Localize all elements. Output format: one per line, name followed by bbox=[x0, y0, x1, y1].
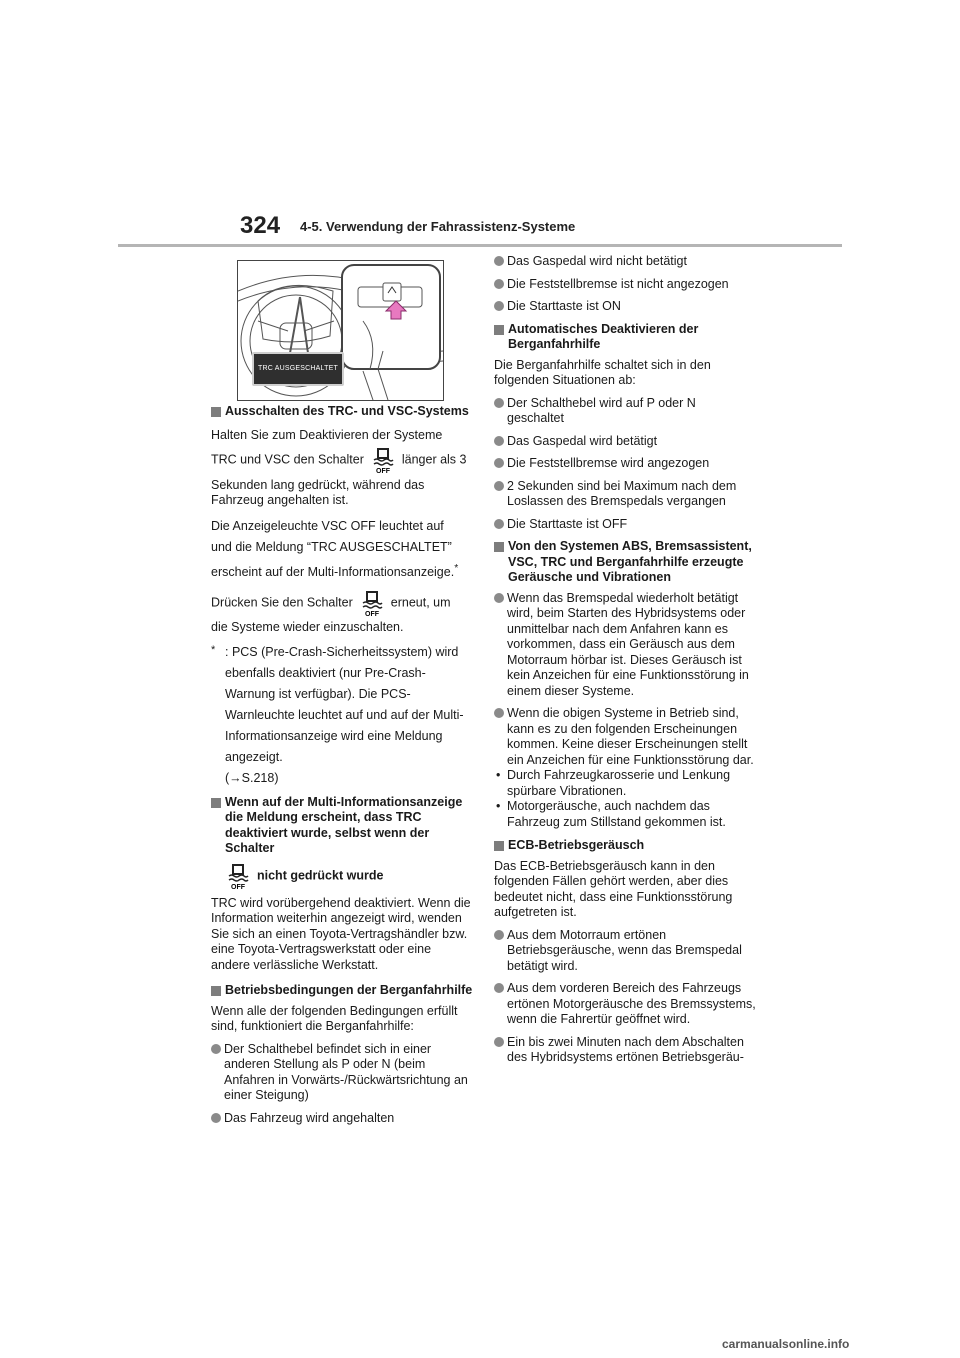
paragraph: Sekunden lang gedrückt, während das Fahrzeug angehalten ist. bbox=[211, 477, 425, 507]
circle-bullet-icon bbox=[494, 279, 504, 289]
square-bullet-icon bbox=[211, 986, 221, 996]
svg-text:OFF: OFF bbox=[231, 883, 245, 890]
vsc-off-switch-icon bbox=[370, 446, 396, 474]
circle-bullet-icon bbox=[494, 983, 504, 993]
heading-auto-deactivation: Automatisches Deaktivieren der Berganfahrhilfe bbox=[494, 322, 756, 353]
vsc-off-switch-icon bbox=[225, 862, 251, 890]
page-reference: (→S.218) bbox=[225, 770, 279, 785]
paragraph: Wenn alle der folgenden Bedingungen erfüllt sind, funktioniert die Berganfahrhilfe: bbox=[211, 1003, 458, 1034]
vsc-off-switch-icon bbox=[359, 589, 385, 617]
heading-trc-message: Wenn auf der Multi-Informationsanzeige die Meldung erscheint, dass TRC deaktiviert wurde, selbst wenn der Schalter bbox=[211, 795, 473, 857]
circle-bullet-icon bbox=[494, 256, 504, 266]
watermark: carmanualsonline.info bbox=[722, 1337, 850, 1351]
circle-bullet-icon bbox=[494, 301, 504, 311]
svg-text:OFF: OFF bbox=[375, 467, 390, 474]
list-item: Aus dem Motorraum ertönen Betriebsgeräusche, wenn das Bremspedal betätigt wird. bbox=[494, 928, 756, 975]
paragraph: Drücken Sie den Schalter OFF erneut, um die Systeme wieder einzuschalten. bbox=[211, 589, 473, 638]
heading-ecb-noise: ECB-Betriebsgeräusch bbox=[494, 838, 756, 854]
list-item: Wenn das Bremspedal wiederholt betätigt wird, beim Starten des Hybridsystems oder unmittelbar nach dem Anfahren kann es vorkommen, dass ein Geräusch aus dem Motorraum hörbar ist. Dieses Geräusch ist kein Anzeichen für eine Funktionsstörung in einem dieser Systeme. bbox=[494, 591, 756, 700]
heading-noises-vibrations: Von den Systemen ABS, Bremsassistent, VSC, TRC und Berganfahrhilfe erzeugte Geräusche und Vibrationen bbox=[494, 539, 756, 586]
list-item: • Motorgeräusche, auch nachdem das Fahrzeug zum Stillstand gekommen ist. bbox=[496, 799, 726, 829]
list-item: Die Starttaste ist OFF bbox=[494, 517, 756, 533]
paragraph: Die Anzeigeleuchte VSC OFF leuchtet auf und die Meldung “TRC AUSGESCHALTET” erscheint auf der Multi-Informationsanzeige.* bbox=[211, 518, 459, 579]
left-column bbox=[211, 404, 473, 1133]
circle-bullet-icon bbox=[494, 519, 504, 529]
page-number: 324 bbox=[240, 212, 281, 239]
trc-message-display: TRC AUSGESCHALTET bbox=[252, 352, 344, 386]
footnote: * : PCS (Pre-Crash-Sicherheitssystem) wird ebenfalls deaktiviert (nur Pre-Crash-Warnung ist verfügbar). Die PCS-Warnleuchte leuchtet auf und auf der Multi-Informationsanzeige wird eine Meldung angezeigt. (→S.218) bbox=[211, 643, 464, 785]
paragraph: Die Berganfahrhilfe schaltet sich in den folgenden Situationen ab: bbox=[494, 357, 711, 387]
list-item: Aus dem vorderen Bereich des Fahrzeugs ertönen Motorgeräusche des Bremssystems, wenn die Fahrertür geöffnet wird. bbox=[494, 981, 756, 1028]
heading-trc-vsc-off: Ausschalten des TRC- und VSC-Systems bbox=[211, 404, 473, 420]
heading-continuation: OFF nicht gedrückt wurde bbox=[225, 862, 473, 890]
square-bullet-icon bbox=[494, 325, 504, 335]
header-rule bbox=[118, 244, 842, 247]
list-item: Das Gaspedal wird nicht betätigt bbox=[494, 254, 756, 270]
square-bullet-icon bbox=[211, 798, 221, 808]
circle-bullet-icon bbox=[494, 398, 504, 408]
paragraph: Halten Sie zum Deaktivieren der Systeme TRC und VSC den Schalter OFF länger als 3 bbox=[211, 427, 467, 474]
heading-operating-conditions: Betriebsbedingungen der Berganfahrhilfe bbox=[211, 983, 473, 999]
list-item: Die Feststellbremse ist nicht angezogen bbox=[494, 277, 756, 293]
paragraph: Das ECB-Betriebsgeräusch kann in den folgenden Fällen gehört werden, aber dies bedeutet nicht, dass eine Funktionsstörung aufgetreten ist. bbox=[494, 858, 733, 919]
footnote-marker: * bbox=[454, 562, 459, 574]
paragraph: TRC wird vorübergehend deaktiviert. Wenn die Information weiterhin angezeigt wird, wenden Sie sich an einen Toyota-Vertragshändler bzw. eine Toyota-Vertragswerkstatt oder eine andere verlässliche Werkstatt. bbox=[211, 895, 471, 972]
list-item: Der Schalthebel wird auf P oder N geschaltet bbox=[494, 396, 756, 427]
list-item: Wenn die obigen Systeme in Betrieb sind, kann es zu den folgenden Erscheinungen kommen. Keine dieser Erscheinungen stellt ein Anzeichen für eine Funktionsstörung dar. bbox=[494, 706, 756, 768]
square-bullet-icon bbox=[494, 841, 504, 851]
circle-bullet-icon bbox=[494, 593, 504, 603]
svg-text:OFF: OFF bbox=[364, 610, 379, 617]
circle-bullet-icon bbox=[211, 1044, 221, 1054]
circle-bullet-icon bbox=[494, 436, 504, 446]
list-item: Die Starttaste ist ON bbox=[494, 299, 756, 315]
circle-bullet-icon bbox=[494, 481, 504, 491]
circle-bullet-icon bbox=[494, 1037, 504, 1047]
list-item: Die Feststellbremse wird angezogen bbox=[494, 456, 756, 472]
square-bullet-icon bbox=[211, 407, 221, 417]
dashboard-illustration bbox=[237, 260, 444, 401]
square-bullet-icon bbox=[494, 542, 504, 552]
chapter-title: 4-5. Verwendung der Fahrassistenz-Systeme bbox=[300, 219, 576, 234]
list-item: Das Gaspedal wird betätigt bbox=[494, 434, 756, 450]
right-column bbox=[494, 254, 756, 1073]
circle-bullet-icon bbox=[494, 930, 504, 940]
circle-bullet-icon bbox=[211, 1113, 221, 1123]
list-item: Der Schalthebel befindet sich in einer anderen Stellung als P oder N (beim Anfahren in Vorwärts-/Rückwärtsrichtung an einer Steigung) bbox=[211, 1042, 473, 1104]
list-item: Das Fahrzeug wird angehalten bbox=[211, 1111, 473, 1127]
circle-bullet-icon bbox=[494, 458, 504, 468]
list-item: Ein bis zwei Minuten nach dem Abschalten des Hybridsystems ertönen Betriebsgeräu- bbox=[494, 1035, 756, 1066]
list-item: 2 Sekunden sind bei Maximum nach dem Loslassen des Bremspedals vergangen bbox=[494, 479, 756, 510]
circle-bullet-icon bbox=[494, 708, 504, 718]
list-item: • Durch Fahrzeugkarosserie und Lenkung spürbare Vibrationen. bbox=[496, 768, 731, 798]
